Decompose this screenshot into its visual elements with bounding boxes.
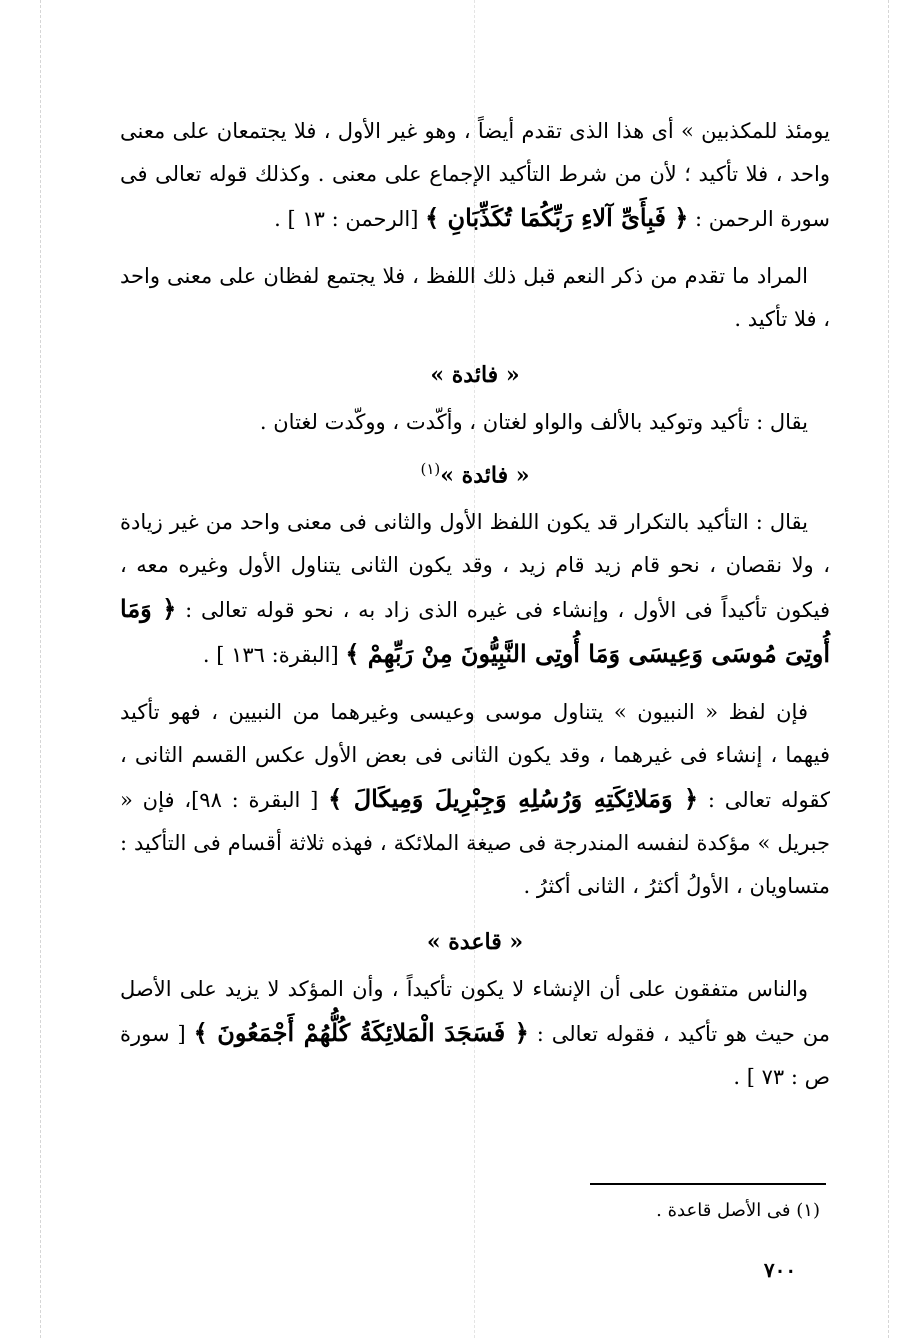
- main-text: [120, 110, 830, 1113]
- verse-reference: [ سورة ص : ٧٣ ] .: [120, 1022, 830, 1090]
- paragraph-5: [120, 691, 830, 908]
- paragraph-6: [120, 968, 830, 1099]
- heading-text: « قاعدة »: [426, 929, 524, 956]
- quran-verse: ﴿ فَبِأَىِّ آلاءِ رَبِّكُمَا تُكَذِّبَانِ ﴾: [425, 203, 689, 232]
- paragraph-text: والناس متفقون على أن الإنشاء لا يكون تأكيداً ، وأن المؤكد لا يزيد على الأصل من حيث هو تأكيد ، فقوله تعالى :: [120, 977, 830, 1047]
- paragraph-1: [120, 110, 830, 241]
- quran-verse: ﴿ وَمَلائِكَتِهِ وَرُسُلِهِ وَجِبْرِيلَ وَمِيكَالَ ﴾: [328, 784, 699, 814]
- footnote: [500, 1196, 820, 1226]
- footnote-divider: [590, 1183, 826, 1185]
- paragraph-text: المراد ما تقدم من ذكر النعم قبل ذلك اللفظ ، فلا يجتمع لفظان على معنى واحد ، فلا تأكيد .: [120, 264, 830, 331]
- paragraph-2: [120, 255, 830, 341]
- heading-text: « فائدة »: [430, 362, 520, 388]
- footnote-marker: (١): [420, 460, 441, 478]
- paragraph-text: فإن لفظ « النبيون » يتناول موسى وعيسى وغيرهما من النبيين ، فهو تأكيد فيهما ، إنشاء فى غيرهما ، وقد يكون الثانى فى بعض الأول عكس القسم الثانى ، كقوله تعالى :: [120, 700, 830, 813]
- paragraph-text: [ البقرة : ٩٨]، فإن « جبريل » مؤكدة لنفسه المندرجة فى صيغة الملائكة ، فهذه ثلاثة أقسام فى التأكيد : متساويان ، الأولُ أكثرُ ، الثانى أكثرُ .: [120, 788, 830, 899]
- verse-reference: [الرحمن : ١٣ ] .: [274, 207, 419, 231]
- paragraph-text: يقال : تأكيد وتوكيد بالألف والواو لغتان ، وأكّدت ، ووكّدت لغتان .: [259, 410, 808, 434]
- footnote-text: (١) فى الأصل قاعدة .: [656, 1200, 820, 1221]
- heading-text: « فائدة »: [440, 462, 530, 489]
- paragraph-3: [120, 401, 830, 443]
- paragraph-text: يقال : التأكيد بالتكرار قد يكون اللفظ الأول والثانى فى معنى واحد من غير زيادة ، ولا نقصان ، نحو قام زيد قام زيد ، وقد يكون الثانى يتناول الأول وغيره معه ، فيكون تأكيداً فى الأول ، وإنشاء فى غيره الذى زاد به ، نحو قوله تعالى :: [120, 510, 830, 623]
- section-heading-faida-1: [120, 355, 830, 395]
- scan-guide-line: [40, 0, 41, 1338]
- verse-reference: [البقرة: ١٣٦ ] .: [202, 643, 339, 668]
- quran-verse: ﴿ وَمَا أُوتِىَ مُوسَى وَعِيسَى وَمَا أُوتِى النَّبِيُّونَ مِنْ رَبِّهِمْ ﴾: [120, 594, 830, 669]
- paragraph-text: يومئذ للمكذبين » أى هذا الذى تقدم أيضاً ، وهو غير الأول ، فلا يجتمعان على معنى واحد ، فلا تأكيد ؛ لأن من شرط التأكيد الإجماع على معنى . وكذلك قوله تعالى فى سورة الرحمن :: [120, 119, 830, 231]
- section-heading-qaida: [120, 922, 830, 962]
- scan-guide-line: [888, 0, 889, 1338]
- quran-verse: ﴿ فَسَجَدَ الْمَلائِكَةُ كُلُّهُمْ أَجْمَعُونَ ﴾: [193, 1018, 529, 1048]
- paragraph-4: [120, 501, 830, 677]
- page-number: ٧٠٠: [763, 1258, 797, 1282]
- section-heading-faida-2: [120, 449, 830, 495]
